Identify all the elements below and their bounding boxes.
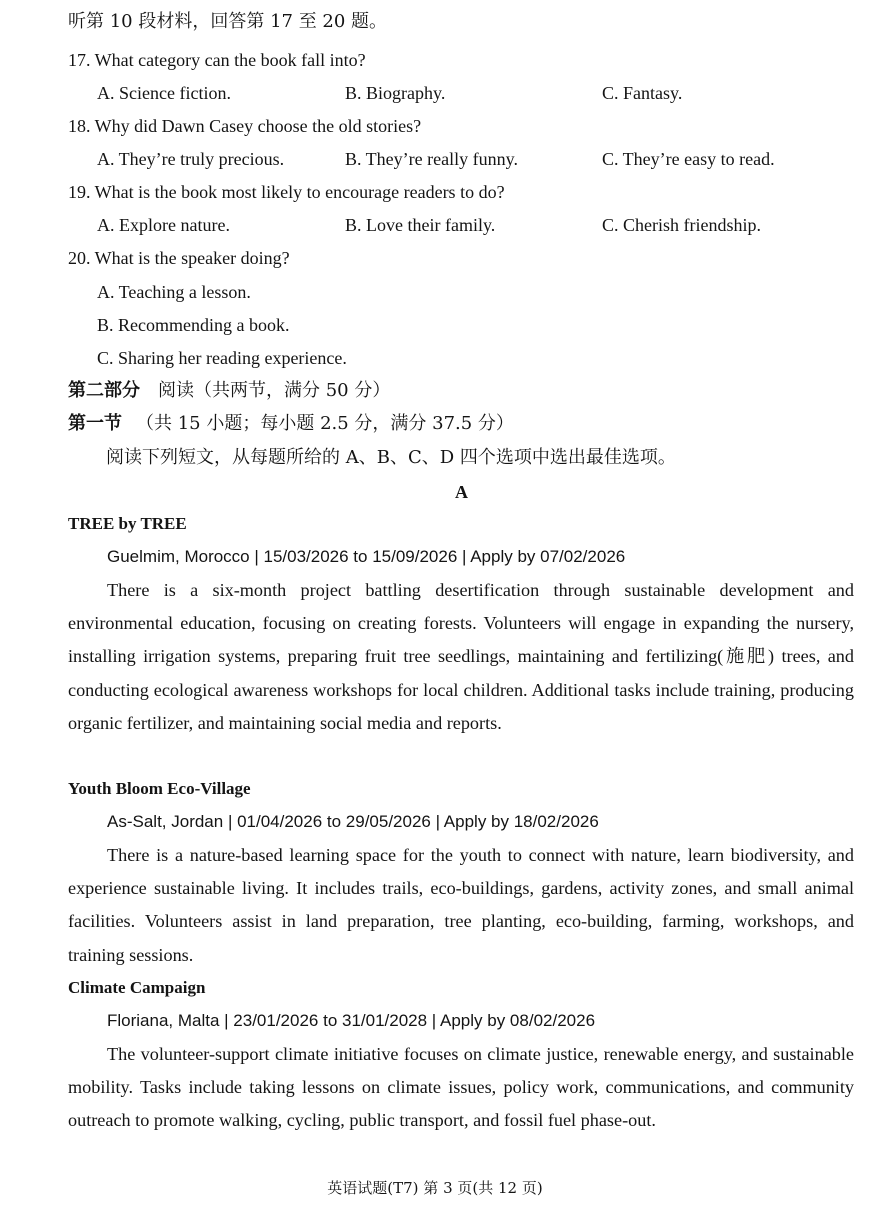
listening-intro: 听第 10 段材料，回答第 17 至 20 题。 [68, 11, 388, 32]
question-18-option-c: C. They’re easy to read. [602, 149, 775, 169]
project-body-youth-bloom: There is a nature-based learning space for the youth to connect with nature, learn biodiversity, and experience sustainable living. It includes trails, eco-buildings, gardens, activity zones, and small animal facilities. Volunteers assist in land preparation, tree planting, eco-building, farming, workshops, and training sessions. [68, 845, 854, 965]
project-title-youth-bloom: Youth Bloom Eco-Village [68, 779, 251, 798]
project-meta-tree-by-tree: Guelmim, Morocco | 15/03/2026 to 15/09/2026 | Apply by 07/02/2026 [107, 547, 626, 566]
question-18-stem: 18. Why did Dawn Casey choose the old stories? [68, 116, 422, 136]
question-17-option-c: C. Fantasy. [602, 83, 683, 103]
project-meta-youth-bloom: As-Salt, Jordan | 01/04/2026 to 29/05/2026 | Apply by 18/02/2026 [107, 812, 599, 831]
part-two-description: 阅读（共两节，满分 50 分） [158, 380, 391, 401]
question-20-stem: 20. What is the speaker doing? [68, 248, 290, 268]
section-one-heading [68, 413, 514, 435]
passage-label: A [455, 482, 468, 502]
project-meta-climate-campaign: Floriana, Malta | 23/01/2026 to 31/01/2028 | Apply by 08/02/2026 [107, 1011, 596, 1030]
project-body-tree-by-tree: There is a six-month project battling desertification through sustainable development and environmental education, focusing on creating forests. Volunteers will engage in expanding the nursery, installing irrigation systems, preparing fruit tree seedlings, maintaining and fertilizing(施肥) trees, and conducting ecological awareness workshops for local children. Additional tasks include training, producing organic fertilizer, and maintaining social media and reports. [68, 580, 854, 733]
question-20-option-b: B. Recommending a book. [97, 315, 290, 335]
project-title-climate-campaign: Climate Campaign [68, 978, 206, 997]
page-footer: 英语试题(T7) 第 3 页(共 12 页) [327, 1179, 543, 1197]
project-title-tree-by-tree: TREE by TREE [68, 514, 187, 533]
section-one-description: （共 15 小题；每小题 2.5 分，满分 37.5 分） [136, 413, 514, 434]
question-20-option-c: C. Sharing her reading experience. [97, 348, 347, 368]
question-19-stem: 19. What is the book most likely to encourage readers to do? [68, 182, 505, 202]
question-17-stem: 17. What category can the book fall into? [68, 50, 366, 70]
question-18-option-b: B. They’re really funny. [345, 149, 518, 169]
question-19-option-c: C. Cherish friendship. [602, 215, 761, 235]
question-20-option-a: A. Teaching a lesson. [97, 282, 251, 302]
question-17-option-b: B. Biography. [345, 83, 446, 103]
question-19-option-a: A. Explore nature. [97, 215, 230, 235]
reading-instruction: 阅读下列短文，从每题所给的 A、B、C、D 四个选项中选出最佳选项。 [106, 447, 676, 468]
question-17-option-a: A. Science fiction. [97, 83, 231, 103]
project-body-climate-campaign: The volunteer-support climate initiative focuses on climate justice, renewable energy, and sustainable mobility. Tasks include taking lessons on climate issues, policy work, communications, and community outreach to promote walking, cycling, public transport, and fossil fuel phase-out. [68, 1044, 854, 1131]
part-two-title: 第二部分 [68, 380, 140, 401]
section-one-title: 第一节 [68, 413, 122, 434]
question-19-option-b: B. Love their family. [345, 215, 496, 235]
question-18-option-a: A. They’re truly precious. [97, 149, 285, 169]
part-two-heading [68, 380, 390, 402]
